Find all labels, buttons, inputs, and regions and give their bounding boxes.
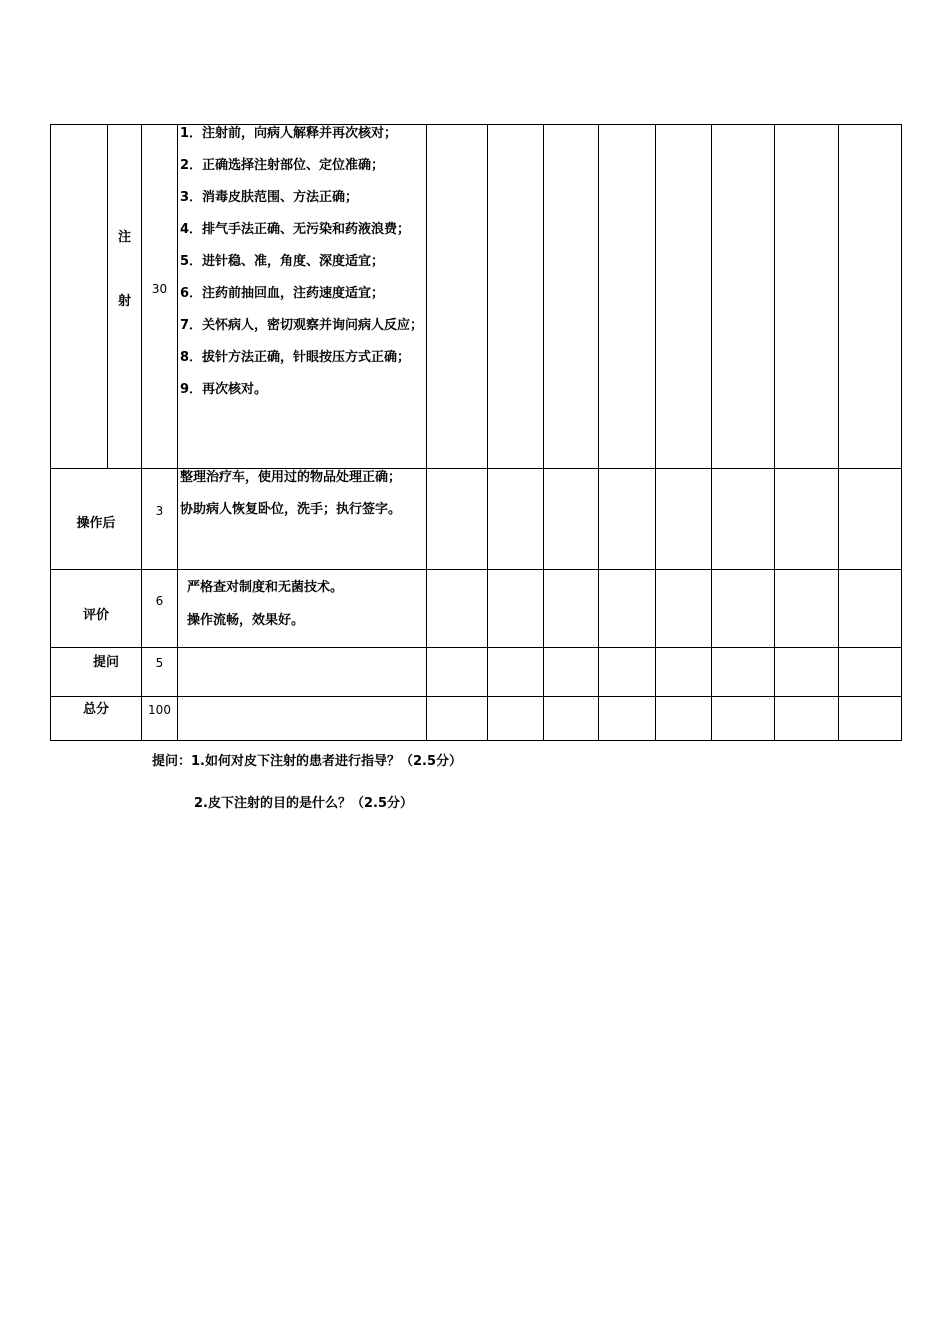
after-score: 3 — [142, 469, 178, 570]
blank-cell — [488, 570, 544, 648]
after-label: 操作后 — [51, 469, 142, 570]
table-row — [51, 125, 902, 469]
evaluation-label: 评价 — [51, 570, 142, 648]
blank-cell — [775, 697, 839, 741]
injection-label: 注 射 — [108, 125, 142, 469]
question-1: 提问：1.如何对皮下注射的患者进行指导？（2.5分） — [152, 754, 463, 769]
list-item: 6．注药前抽回血，注药速度适宜； — [180, 286, 385, 301]
blank-cell — [599, 648, 656, 697]
blank-cell — [839, 570, 902, 648]
after-items — [178, 469, 427, 570]
blank-cell — [488, 697, 544, 741]
blank-cell — [544, 697, 599, 741]
blank-cell — [712, 125, 775, 469]
blank-cell — [656, 648, 712, 697]
blank-cell — [839, 648, 902, 697]
table-row — [51, 697, 902, 741]
table-row — [51, 469, 902, 570]
evaluation-score: 6 — [142, 570, 178, 648]
blank-cell — [544, 570, 599, 648]
blank-cell — [775, 648, 839, 697]
blank-cell — [599, 125, 656, 469]
blank-cell — [178, 648, 427, 697]
evaluation-items — [178, 570, 427, 648]
list-item: 2．正确选择注射部位、定位准确； — [180, 158, 385, 173]
blank-cell — [427, 125, 488, 469]
total-label: 总分 — [51, 697, 142, 741]
blank-cell — [656, 570, 712, 648]
blank-cell — [775, 469, 839, 570]
blank-cell — [488, 648, 544, 697]
total-score: 100 — [142, 697, 178, 741]
blank-cell — [427, 570, 488, 648]
blank-cell — [599, 570, 656, 648]
blank-cell — [427, 697, 488, 741]
list-item: 5．进针稳、准，角度、深度适宜； — [180, 254, 385, 269]
blank-cell — [712, 697, 775, 741]
blank-cell — [839, 469, 902, 570]
list-item: 严格查对制度和无菌技术。 — [187, 580, 344, 595]
blank-cell — [544, 648, 599, 697]
list-item: 8．拔针方法正确，针眼按压方式正确； — [180, 350, 411, 365]
blank-cell — [427, 469, 488, 570]
list-item: 7．关怀病人，密切观察并询问病人反应； — [180, 318, 424, 333]
blank-cell — [488, 469, 544, 570]
list-item: 9．再次核对。 — [180, 382, 268, 397]
blank-cell — [178, 697, 427, 741]
blank-cell — [427, 648, 488, 697]
list-item: 操作流畅，效果好。 — [187, 613, 305, 628]
category-cell-empty — [51, 125, 108, 469]
list-item: 协助病人恢复卧位，洗手；执行签字。 — [180, 502, 402, 517]
blank-cell — [775, 125, 839, 469]
questions-label: 提问 — [51, 648, 142, 697]
blank-cell — [712, 570, 775, 648]
blank-cell — [656, 125, 712, 469]
list-item: 1．注射前，向病人解释并再次核对； — [180, 126, 398, 141]
table-row — [51, 570, 902, 648]
blank-cell — [599, 697, 656, 741]
blank-cell — [839, 697, 902, 741]
table-row — [51, 648, 902, 697]
blank-cell — [656, 469, 712, 570]
list-item: 整理治疗车，使用过的物品处理正确； — [180, 470, 402, 485]
blank-cell — [656, 697, 712, 741]
injection-score: 30 — [142, 125, 178, 469]
blank-cell — [544, 469, 599, 570]
blank-cell — [712, 469, 775, 570]
blank-cell — [839, 125, 902, 469]
blank-cell — [712, 648, 775, 697]
blank-cell — [775, 570, 839, 648]
injection-items — [178, 125, 427, 469]
question-2: 2.皮下注射的目的是什么？（2.5分） — [194, 796, 414, 811]
list-item: 4．排气手法正确、无污染和药液浪费； — [180, 222, 411, 237]
scoring-table — [50, 124, 902, 741]
list-item: 3．消毒皮肤范围、方法正确； — [180, 190, 359, 205]
blank-cell — [544, 125, 599, 469]
blank-cell — [599, 469, 656, 570]
questions-score: 5 — [142, 648, 178, 697]
blank-cell — [488, 125, 544, 469]
